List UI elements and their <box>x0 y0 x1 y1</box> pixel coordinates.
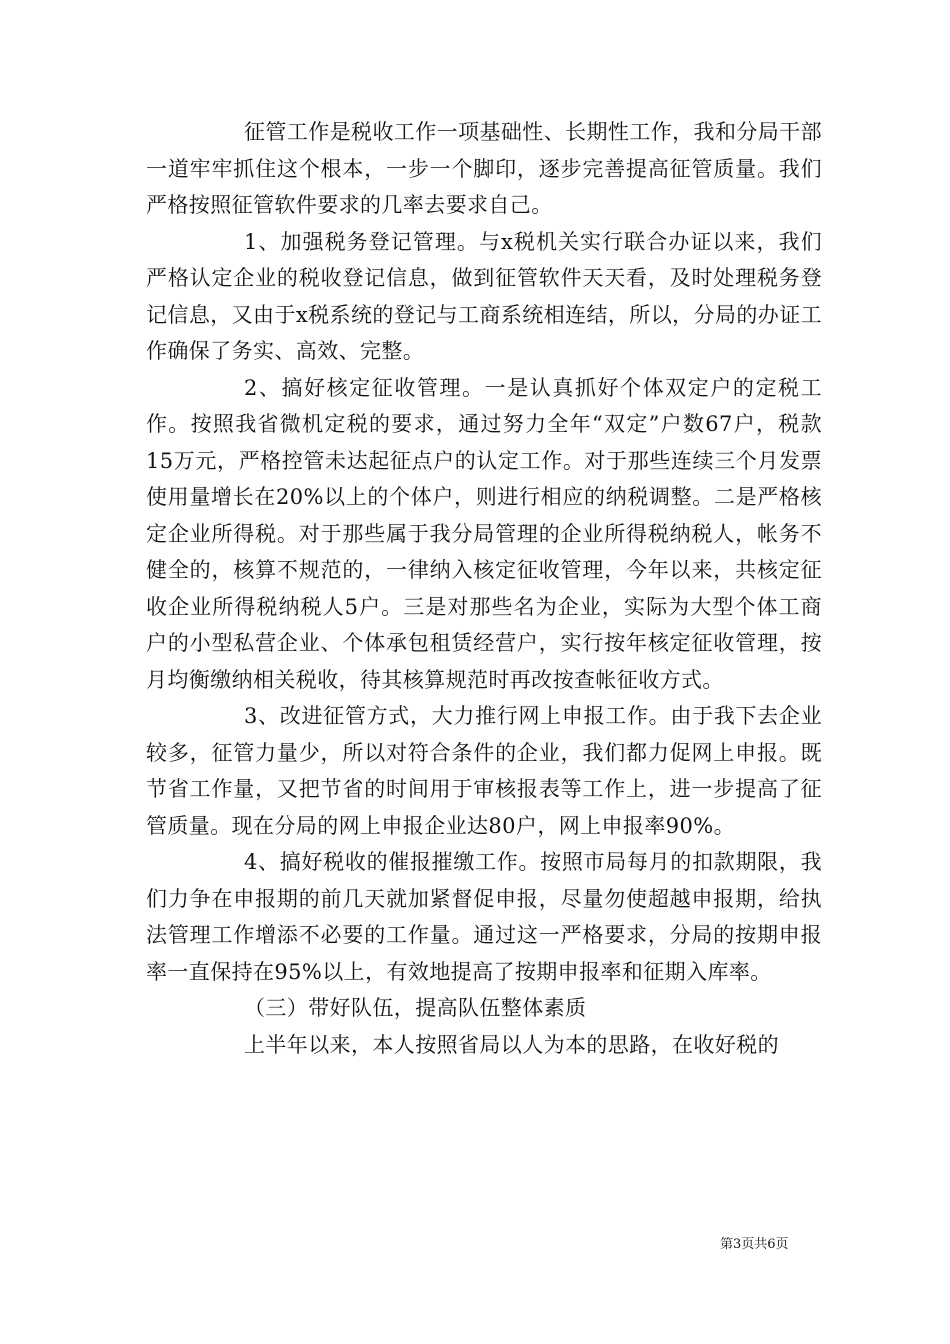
section-heading: （三）带好队伍，提高队伍整体素质 <box>244 996 587 1020</box>
paragraph-item-1: 1、加强税务登记管理。与x税机关实行联合办证以来，我们严格认定企业的税收登记信息，做到征管软件天天看，及时处理税务登记信息，又由于x税系统的登记与工商系统相连结，所以，分局的办证工作确保了务实、高效、完整。 <box>146 229 822 363</box>
paragraph-item-2: 2、搞好核定征收管理。一是认真抓好个体双定户的定税工作。按照我省微机定税的要求，通过努力全年“双定”户数67户，税款15万元，严格控管未达起征点户的认定工作。对于那些连续三个月发票使用量增长在20%以上的个体户，则进行相应的纳税调整。二是严格核定企业所得税。对于那些属于我分局管理的企业所得税纳税人，帐务不健全的，核算不规范的，一律纳入核定征收管理，今年以来，共核定征收企业所得税纳税人5户。三是对那些名为企业，实际为大型个体工商户的小型私营企业、个体承包租赁经营户，实行按年核定征收管理，按月均衡缴纳相关税收，待其核算规范时再改按查帐征收方式。 <box>146 375 822 692</box>
document-body <box>146 114 822 1063</box>
paragraph-section-start: 上半年以来，本人按照省局以人为本的思路，在收好税的 <box>244 1032 779 1057</box>
paragraph-item-3: 3、改进征管方式，大力推行网上申报工作。由于我下去企业较多，征管力量少，所以对符合条件的企业，我们都力促网上申报。既节省工作量，又把节省的时间用于审核报表等工作上，进一步提高了征管质量。现在分局的网上申报企业达80户，网上申报率90%。 <box>146 704 822 838</box>
paragraph-intro: 征管工作是税收工作一项基础性、长期性工作，我和分局干部一道牢牢抓住这个根本，一步一个脚印，逐步完善提高征管质量。我们严格按照征管软件要求的几率去要求自己。 <box>146 120 822 217</box>
page-number: 第3页共6页 <box>720 1237 789 1252</box>
paragraph-item-4: 4、搞好税收的催报摧缴工作。按照市局每月的扣款期限，我们力争在申报期的前几天就加紧督促申报，尽量勿使超越申报期，给执法管理工作增添不必要的工作量。通过这一严格要求，分局的按期申报率一直保持在95%以上，有效地提高了按期申报率和征期入库率。 <box>146 850 822 984</box>
